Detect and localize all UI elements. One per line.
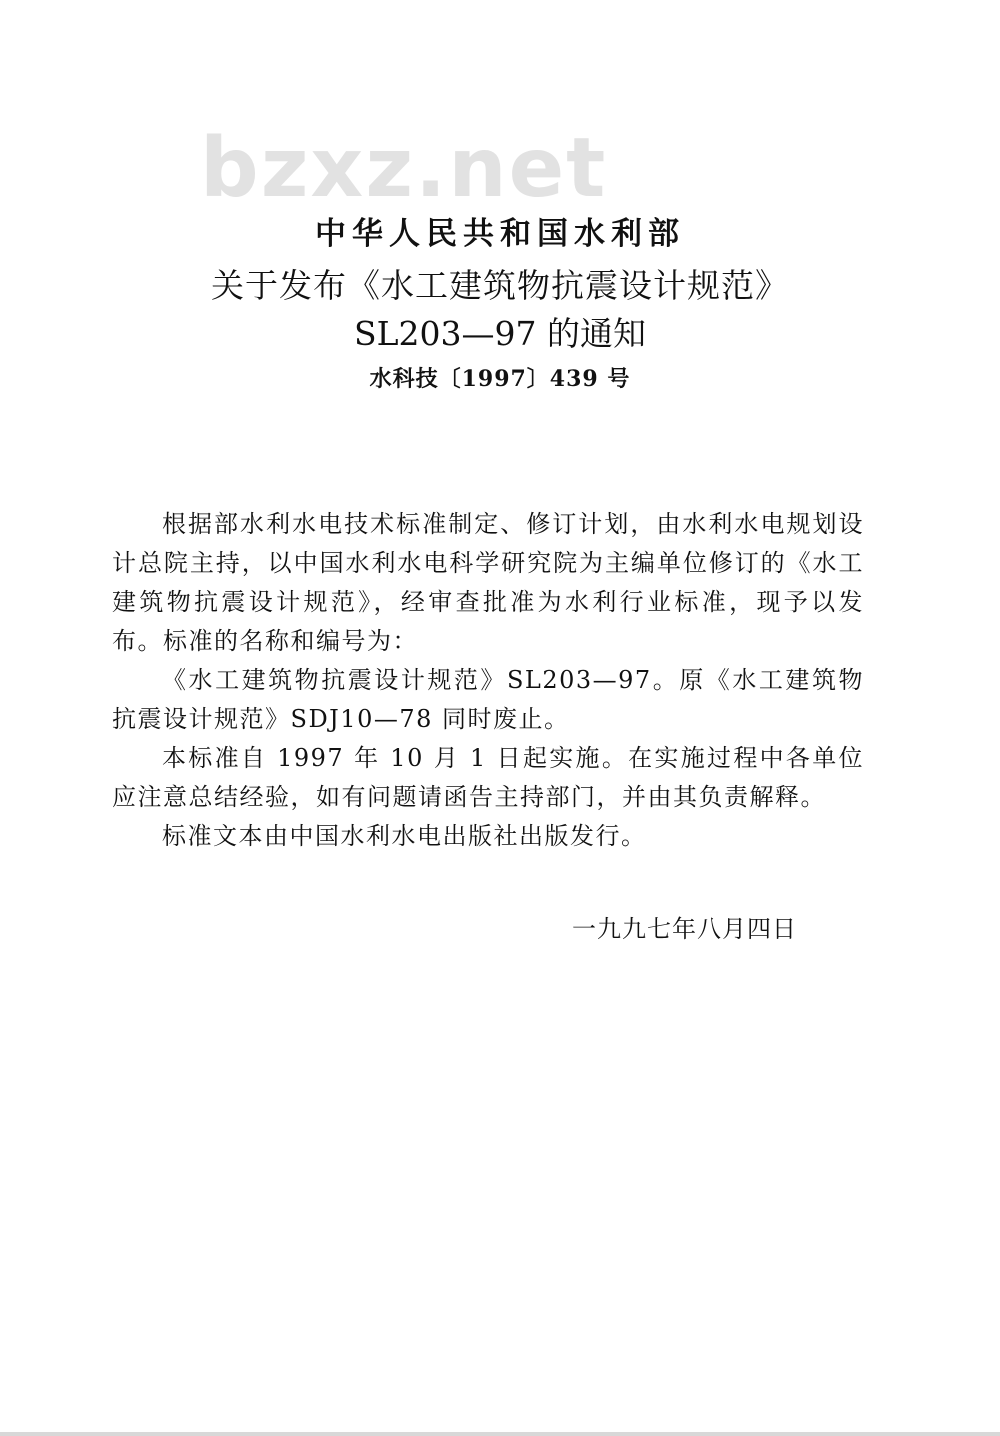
notice-title: 关于发布《水工建筑物抗震设计规范》 bbox=[211, 266, 789, 305]
body-paragraph: 根据部水利水电技术标准制定、修订计划，由水利水电规划设计总院主持，以中国水利水电科学研究院为主编单位修订的《水工建筑物抗震设计规范》，经审查批准为水利行业标准，现予以发布。标准的名称和编号为： bbox=[112, 510, 864, 655]
issue-date: 一九九七年八月四日 bbox=[572, 915, 797, 943]
document-number: 水科技〔1997〕439 号 bbox=[369, 366, 631, 392]
issuer-heading: 中华人民共和国水利部 bbox=[315, 216, 685, 252]
page-bottom-edge bbox=[0, 1432, 1000, 1436]
watermark: bzxz.net bbox=[200, 121, 608, 216]
notice-title-line-2: SL203—97 的通知 bbox=[354, 314, 646, 353]
body-paragraph: 标准文本由中国水利水电出版社出版发行。 bbox=[162, 822, 647, 850]
body-paragraph: 本标准自 1997 年 10 月 1 日起实施。在实施过程中各单位应注意总结经验，如有问题请函告主持部门，并由其负责解释。 bbox=[112, 744, 864, 811]
notice-body bbox=[112, 505, 864, 856]
body-paragraph: 《水工建筑物抗震设计规范》SL203—97。原《水工建筑物抗震设计规范》SDJ10—78 同时废止。 bbox=[112, 666, 864, 733]
